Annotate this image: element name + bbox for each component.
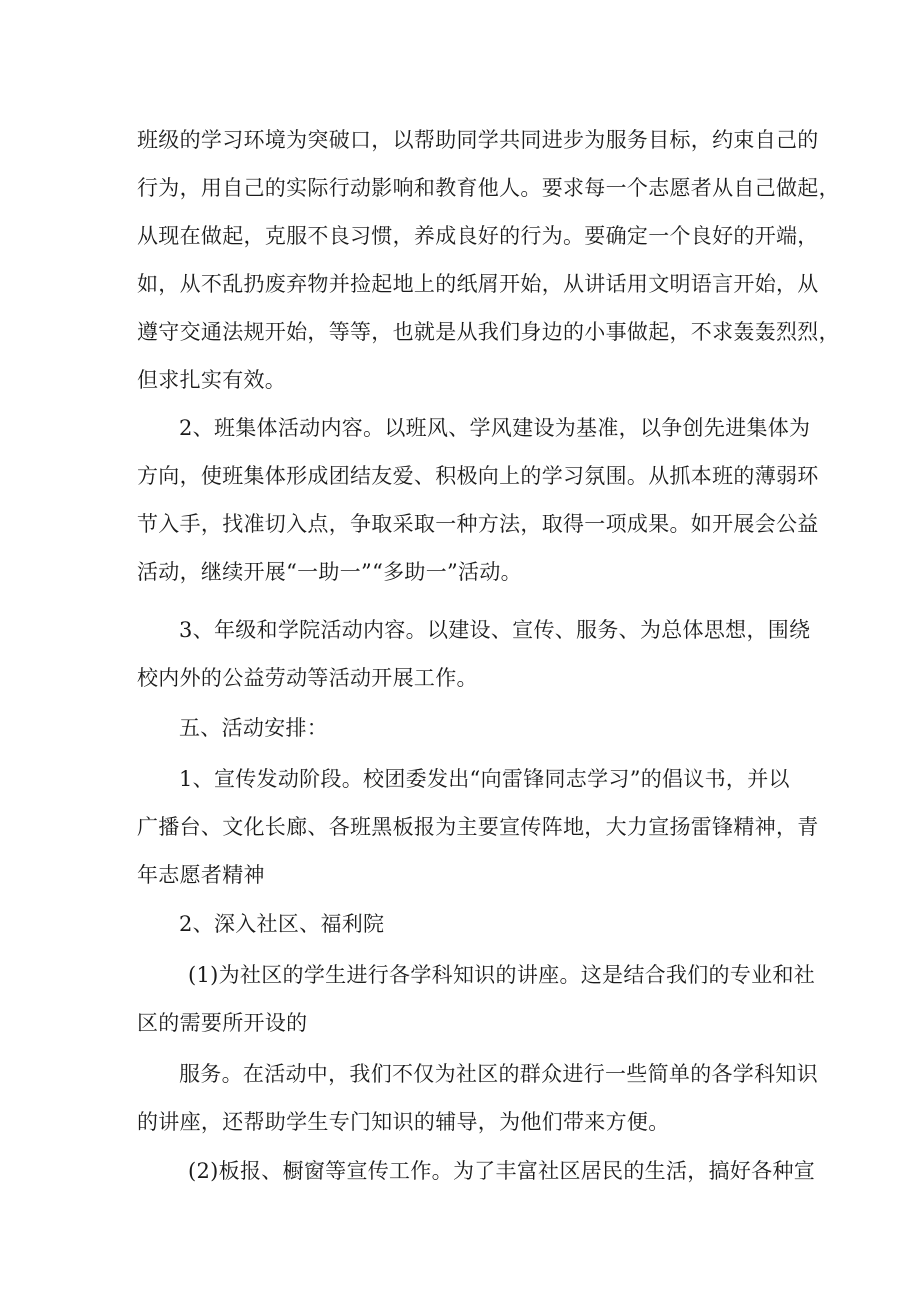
paragraph-line: 年志愿者精神: [137, 863, 265, 887]
paragraph-line: (1)为社区的学生进行各学科知识的讲座。这是结合我们的专业和社: [188, 963, 816, 987]
paragraph-line: 服务。在活动中，我们不仅为社区的群众进行一些简单的各学科知识: [179, 1062, 818, 1086]
paragraph-line: 2、班集体活动内容。以班风、学风建设为基准，以争创先进集体为: [179, 416, 811, 440]
paragraph-line: 如，从不乱扔废弃物并捡起地上的纸屑开始，从讲话用文明语言开始，从: [137, 272, 819, 296]
paragraph-line: 区的需要所开设的: [137, 1011, 308, 1035]
paragraph-line: (2)板报、橱窗等宣传工作。为了丰富社区居民的生活，搞好各种宣: [188, 1159, 816, 1183]
paragraph-line: 1、宣传发动阶段。校团委发出“向雷锋同志学习”的倡议书，并以: [179, 767, 790, 791]
paragraph-line: 遵守交通法规开始，等等，也就是从我们身边的小事做起，不求轰轰烈烈，: [137, 320, 840, 344]
paragraph-line: 从现在做起，克服不良习惯，养成良好的行为。要确定一个良好的开端，: [137, 224, 819, 248]
paragraph-line: 校内外的公益劳动等活动开展工作。: [137, 666, 478, 690]
section-heading: 五、活动安排：: [179, 716, 329, 740]
paragraph-line: 行为，用自己的实际行动影响和教育他人。要求每一个志愿者从自己做起，: [137, 176, 840, 200]
paragraph-line: 的讲座，还帮助学生专门知识的辅导，为他们带来方便。: [137, 1110, 670, 1134]
subsection-heading: 2、深入社区、福利院: [179, 912, 385, 936]
paragraph-line: 方向，使班集体形成团结友爱、积极向上的学习氛围。从抓本班的薄弱环: [137, 464, 819, 488]
paragraph-line: 班级的学习环境为突破口，以帮助同学共同进步为服务目标，约束自己的: [137, 128, 819, 152]
paragraph-line: 但求扎实有效。: [137, 368, 287, 392]
paragraph-line: 3、年级和学院活动内容。以建设、宣传、服务、为总体思想，围绕: [179, 618, 811, 642]
paragraph-line: 活动，继续开展“一助一”“多助一”活动。: [137, 560, 522, 584]
paragraph-line: 节入手，找准切入点，争取采取一种方法，取得一项成果。如开展会公益: [137, 512, 819, 536]
paragraph-line: 广播台、文化长廊、各班黑板报为主要宣传阵地，大力宣扬雷锋精神，青: [137, 815, 819, 839]
